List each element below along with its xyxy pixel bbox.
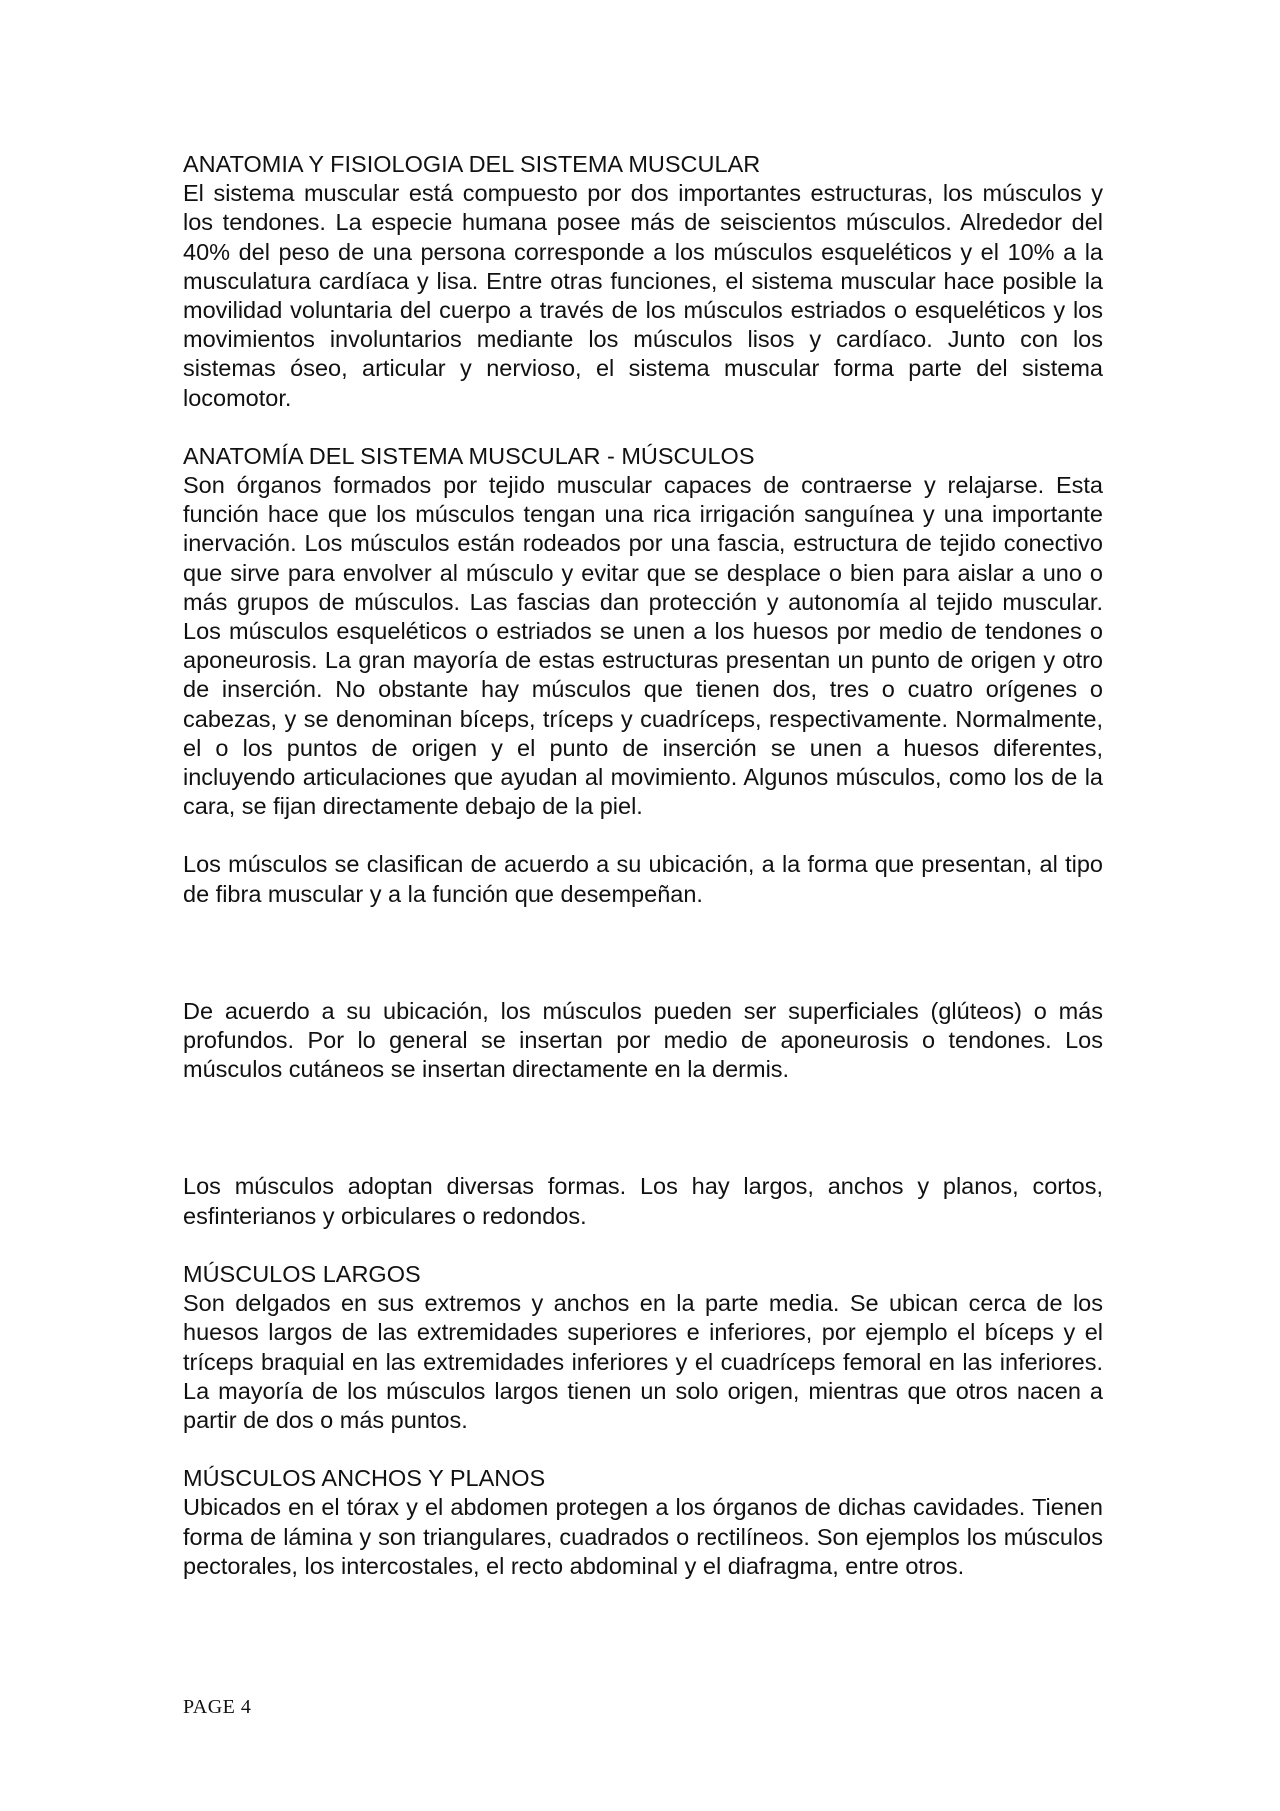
paragraph-spacer — [183, 1084, 1103, 1172]
paragraph-ubicacion: De acuerdo a su ubicación, los músculos pueden ser superficiales (glúteos) o más profundos. Por lo general se insertan por medio de aponeurosis o tendones. Los músculos cutáneos se insertan directamente en la dermis. — [183, 997, 1103, 1083]
section-heading-anatomia-musculos: ANATOMÍA DEL SISTEMA MUSCULAR - MÚSCULOS — [183, 442, 755, 469]
paragraph-musculos-anchos: Ubicados en el tórax y el abdomen protegen a los órganos de dichas cavidades. Tienen forma de lámina y son triangulares, cuadrados o rectilíneos. Son ejemplos los músculos pectorales, los intercostales, el recto abdominal y el diafragma, entre otros. — [183, 1494, 1103, 1579]
paragraph-spacer — [183, 1435, 1103, 1464]
page-number: PAGE 4 — [183, 1696, 252, 1718]
section-heading-musculos-anchos: MÚSCULOS ANCHOS Y PLANOS — [183, 1465, 546, 1492]
paragraph-spacer — [183, 909, 1103, 997]
section-heading-anatomia-fisiologia: ANATOMIA Y FISIOLOGIA DEL SISTEMA MUSCULAR — [183, 151, 761, 177]
paragraph-formas: Los músculos adoptan diversas formas. Los hay largos, anchos y planos, cortos, esfinterianos y orbiculares o redondos. — [183, 1173, 1103, 1229]
paragraph-spacer — [183, 1231, 1103, 1260]
section-heading-musculos-largos: MÚSCULOS LARGOS — [183, 1260, 421, 1287]
paragraph-clasificacion: Los músculos se clasifican de acuerdo a su ubicación, a la forma que presentan, al tipo de fibra muscular y a la función que desempeñan. — [183, 851, 1103, 907]
paragraph-musculos-descripcion: Son órganos formados por tejido muscular capaces de contraerse y relajarse. Esta función hace que los músculos tengan una rica irrigación sanguínea y una importante inervación. Los músculos están rodeados por una fascia, estructura de tejido conectivo que sirve para envolver al músculo y evitar que se desplace o bien para aislar a uno o más grupos de músculos. Las fascias dan protección y autonomía al tejido muscular. Los músculos esqueléticos o estriados se unen a los huesos por medio de tendones o aponeurosis. La gran mayoría de estas estructuras presentan un punto de origen y otro de inserción. No obstante hay músculos que tienen dos, tres o cuatro orígenes o cabezas, y se denominan bíceps, tríceps y cuadríceps, respectivamente. Normalmente, el o los puntos de origen y el punto de inserción se unen a huesos diferentes, incluyendo articulaciones que ayudan al movimiento. Algunos músculos, como los de la cara, se fijan directamente debajo de la piel. — [183, 472, 1103, 820]
paragraph-spacer — [183, 413, 1103, 442]
paragraph-spacer — [183, 821, 1103, 850]
document-page — [183, 150, 1103, 1581]
paragraph-sistema-muscular-intro: El sistema muscular está compuesto por dos importantes estructuras, los músculos y los tendones. La especie humana posee más de seiscientos músculos. Alrededor del 40% del peso de una persona corresponde a los músculos esqueléticos y el 10% a la musculatura cardíaca y lisa. Entre otras funciones, el sistema muscular hace posible la movilidad voluntaria del cuerpo a través de los músculos estriados o esqueléticos y los movimientos involuntarios mediante los músculos lisos y cardíaco. Junto con los sistemas óseo, articular y nervioso, el sistema muscular forma parte del sistema locomotor. — [183, 180, 1103, 411]
paragraph-musculos-largos: Son delgados en sus extremos y anchos en la parte media. Se ubican cerca de los huesos largos de las extremidades superiores e inferiores, por ejemplo el bíceps y el tríceps braquial en las extremidades inferiores y el cuadríceps femoral en las inferiores. La mayoría de los músculos largos tienen un solo origen, mientras que otros nacen a partir de dos o más puntos. — [183, 1290, 1103, 1433]
